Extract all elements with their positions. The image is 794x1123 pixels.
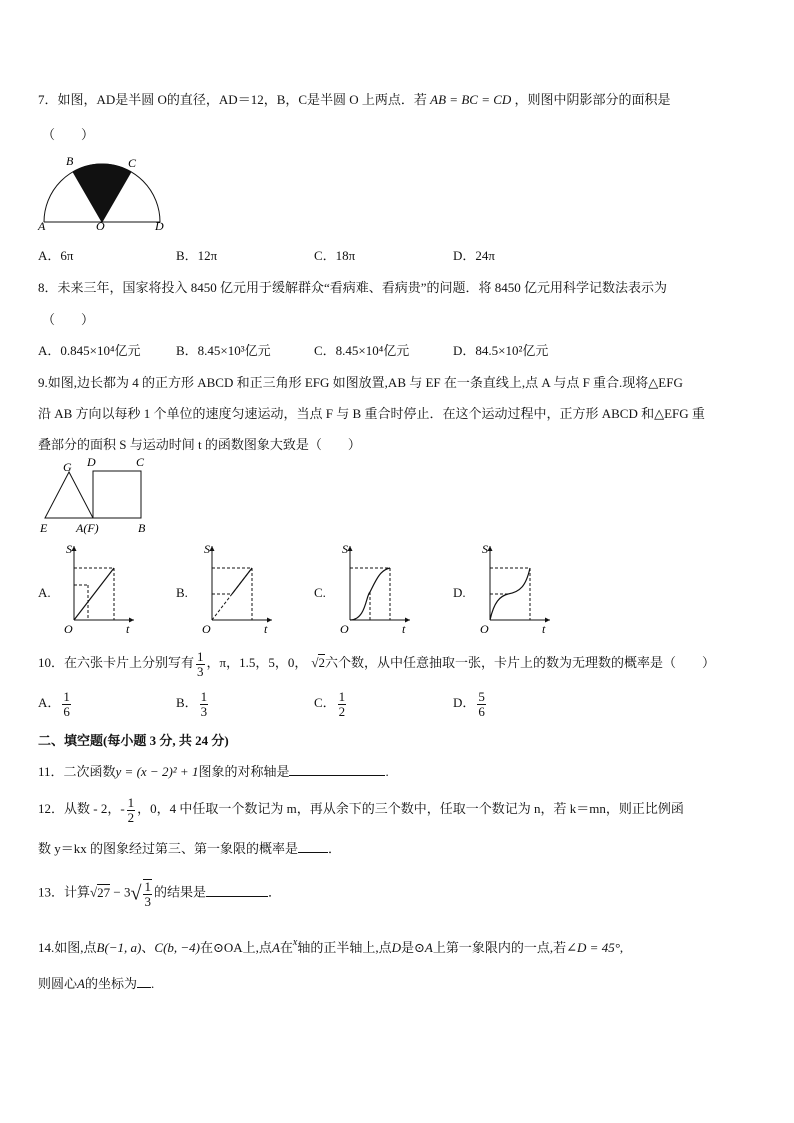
q7-option-a: A．6π xyxy=(38,248,74,263)
q9-graph-b-label-O: O xyxy=(202,622,211,636)
q14-a2: A xyxy=(424,940,433,955)
q14-line2-a: 则圆心 xyxy=(38,976,78,991)
q12-end: ． xyxy=(328,841,342,856)
q10-option-d-label: D． xyxy=(453,695,476,711)
q14-a1: A xyxy=(271,940,280,955)
q12-line2-text: 数 y＝kx 的图象经过第三、第一象限的概率是 xyxy=(38,841,299,856)
q8-option-a: A．0.845×10⁴亿元 xyxy=(38,343,141,358)
q11-formula: y = (x − 2)² + 1 xyxy=(115,764,199,779)
q10-stem xyxy=(38,650,715,678)
q7-condition: AB = BC = CD xyxy=(430,92,512,107)
q9-graph-a-label-S: S xyxy=(66,542,72,556)
section-heading-fill-in: 二、填空题(每小题 3 分, 共 24 分) xyxy=(38,733,229,748)
q9-graph-d-label-O: O xyxy=(480,622,489,636)
q7-option-c: C．18π xyxy=(314,248,356,263)
q10-frac-num: 1 xyxy=(197,649,204,664)
q14-text-c: 在 xyxy=(279,940,293,955)
q9-graph-d-label-S: S xyxy=(482,542,488,556)
q12-answer-blank[interactable] xyxy=(298,851,328,853)
q9-graph-b xyxy=(198,540,278,638)
q10-option-d-den: 6 xyxy=(478,703,485,719)
q9-option-a: A. xyxy=(38,585,51,600)
q7-label-C: C xyxy=(128,156,137,170)
q14-angle: ∠D = 45° xyxy=(566,940,620,955)
q10-option-c-den: 2 xyxy=(338,703,346,719)
q9-label-AF: A(F) xyxy=(76,521,99,535)
q9-graph-b-label-t: t xyxy=(264,622,268,636)
q7-semicircle-figure xyxy=(36,152,176,232)
q9-option-d: D. xyxy=(453,585,466,600)
q7-stem xyxy=(38,89,671,108)
q14-line2-b: 的坐标为 xyxy=(84,976,137,991)
q14-line1 xyxy=(38,937,623,956)
q9-graph-a xyxy=(60,540,140,638)
q14-end: . xyxy=(150,976,155,991)
q10-fraction xyxy=(196,650,205,678)
q11-end: . xyxy=(385,764,389,779)
q9-label-G: G xyxy=(63,460,72,474)
q13-stem xyxy=(38,879,281,908)
q10-option-c-num: 1 xyxy=(338,689,346,704)
q8-option-c: C．8.45×10⁴亿元 xyxy=(314,343,410,358)
q13-sqrt1: √27 xyxy=(90,884,111,900)
q9-graph-c-label-S: S xyxy=(342,542,348,556)
q12-line1 xyxy=(38,796,684,824)
q9-line1: 9.如图,边长都为 4 的正方形 ABCD 和正三角形 EFG 如图放置,AB 与 EF 在一条直线上,点 A 与点 F 重合.现将△EFG xyxy=(38,375,683,390)
q10-option-a-num: 1 xyxy=(63,689,70,704)
q7-text-after: ，则图中阴影部分的面积是 xyxy=(514,92,671,107)
q10-sqrt-value: 2 xyxy=(318,655,325,671)
q7-text: 7．如图，AD是半圆 O的直径，AD＝12，B，C是半圆 O 上两点．若 xyxy=(38,92,427,107)
q9-graph-b-label-S: S xyxy=(204,542,210,556)
q7-label-O: O xyxy=(96,219,105,232)
q13-end: ． xyxy=(268,884,282,900)
q7-label-B: B xyxy=(66,154,74,168)
q13-prefix: 13．计算 xyxy=(38,884,91,900)
q9-graph-d xyxy=(476,540,556,638)
q14-text-d: 轴的正半轴上,点 xyxy=(297,940,392,955)
q9-graph-d-label-t: t xyxy=(542,622,546,636)
q9-graph-a-label-O: O xyxy=(64,622,73,636)
q10-option-c xyxy=(314,690,348,718)
q9-graph-c xyxy=(336,540,416,638)
q7-option-d: D．24π xyxy=(453,248,495,263)
q13-answer-blank[interactable] xyxy=(206,895,268,897)
q11-answer-blank[interactable] xyxy=(289,774,385,776)
q9-label-B: B xyxy=(138,521,146,535)
q13-sqrt1-value: 27 xyxy=(97,884,111,900)
q10-option-a xyxy=(38,690,73,718)
q13-frac-num: 1 xyxy=(144,879,151,894)
q14-x: x xyxy=(292,937,298,948)
q9-label-C: C xyxy=(136,455,145,469)
q9-line3: 叠部分的面积 S 与运动时间 t 的函数图象大致是（ ） xyxy=(38,437,361,452)
q13-suffix: 的结果是 xyxy=(153,884,206,900)
q10-middle: ，π，1.5，5，0， xyxy=(206,655,308,671)
q8-option-b: B．8.45×10³亿元 xyxy=(176,343,271,358)
q10-option-b xyxy=(176,690,210,718)
q10-option-d xyxy=(453,690,488,718)
q14-answer-blank[interactable] xyxy=(137,986,151,988)
q12-prefix: 12．从数 - 2，- xyxy=(38,801,125,817)
q10-prefix: 10．在六张卡片上分别写有 xyxy=(38,655,195,671)
q14-text-a: 14.如图,点 xyxy=(38,940,97,955)
q9-graph-c-label-O: O xyxy=(340,622,349,636)
q14-d: D xyxy=(391,940,402,955)
q12-line1-rest: ，0，4 中任取一个数记为 m，再从余下的三个数中，任取一个数记为 n，若 k＝mn，则正比例函 xyxy=(137,801,684,817)
q9-line2: 沿 AB 方向以每秒 1 个单位的速度匀速运动，当点 F 与 B 重合时停止．在这个运动过程中，正方形 ABCD 和△EFG 重 xyxy=(38,406,705,421)
q7-label-D: D xyxy=(155,219,164,232)
q8-paren: （ ） xyxy=(42,312,95,327)
q9-graph-a-label-t: t xyxy=(126,622,130,636)
q14-text-f: 上第一象限内的一点,若 xyxy=(432,940,567,955)
q7-label-A: A xyxy=(38,219,46,232)
q9-graph-c-label-t: t xyxy=(402,622,406,636)
q14-sep: 、 xyxy=(141,940,155,955)
q9-square-triangle-figure xyxy=(36,452,156,536)
q12-frac-num: 1 xyxy=(127,795,135,810)
q10-sqrt: √2 xyxy=(311,655,325,671)
q9-label-D: D xyxy=(87,455,96,469)
q14-point-b: B(−1, a) xyxy=(96,940,142,955)
q8-option-d: D．84.5×10²亿元 xyxy=(453,343,549,358)
q11-suffix: 图象的对称轴是 xyxy=(198,764,290,779)
q10-option-b-num: 1 xyxy=(200,689,208,704)
q12-frac-den: 2 xyxy=(127,809,135,825)
q13-sqrt2: √ xyxy=(130,882,142,905)
q7-option-b: B．12π xyxy=(176,248,218,263)
q10-option-b-den: 3 xyxy=(200,703,208,719)
q10-frac-den: 3 xyxy=(197,663,204,679)
q14-a3: A xyxy=(77,976,85,991)
q11-prefix: 11．二次函数 xyxy=(38,764,116,779)
q14-point-c: C(b, −4) xyxy=(154,940,201,955)
q11-stem xyxy=(38,761,389,780)
q13-frac-den: 3 xyxy=(144,893,151,909)
q8-stem: 8．未来三年，国家将投入 8450 亿元用于缓解群众“看病难、看病贵”的问题．将 8450 亿元用科学记数法表示为 xyxy=(38,280,668,295)
q10-option-a-den: 6 xyxy=(63,703,70,719)
q14-text-g: , xyxy=(619,940,624,955)
q14-line2 xyxy=(38,973,154,992)
q14-text-e: 是⊙ xyxy=(401,940,425,955)
q14-text-b: 在⊙OA上,点 xyxy=(200,940,272,955)
q13-minus: − 3 xyxy=(110,884,131,900)
q12-line2 xyxy=(38,838,341,857)
q10-option-a-label: A． xyxy=(38,695,61,711)
q10-option-c-label: C． xyxy=(314,695,336,711)
q9-option-b: B. xyxy=(176,585,188,600)
q10-suffix: 六个数，从中任意抽取一张，卡片上的数为无理数的概率是（ ） xyxy=(324,655,715,671)
q10-option-b-label: B． xyxy=(176,695,198,711)
q9-label-E: E xyxy=(40,521,48,535)
q10-option-d-num: 5 xyxy=(478,689,485,704)
q9-option-c: C. xyxy=(314,585,326,600)
q7-paren: （ ） xyxy=(42,127,95,142)
